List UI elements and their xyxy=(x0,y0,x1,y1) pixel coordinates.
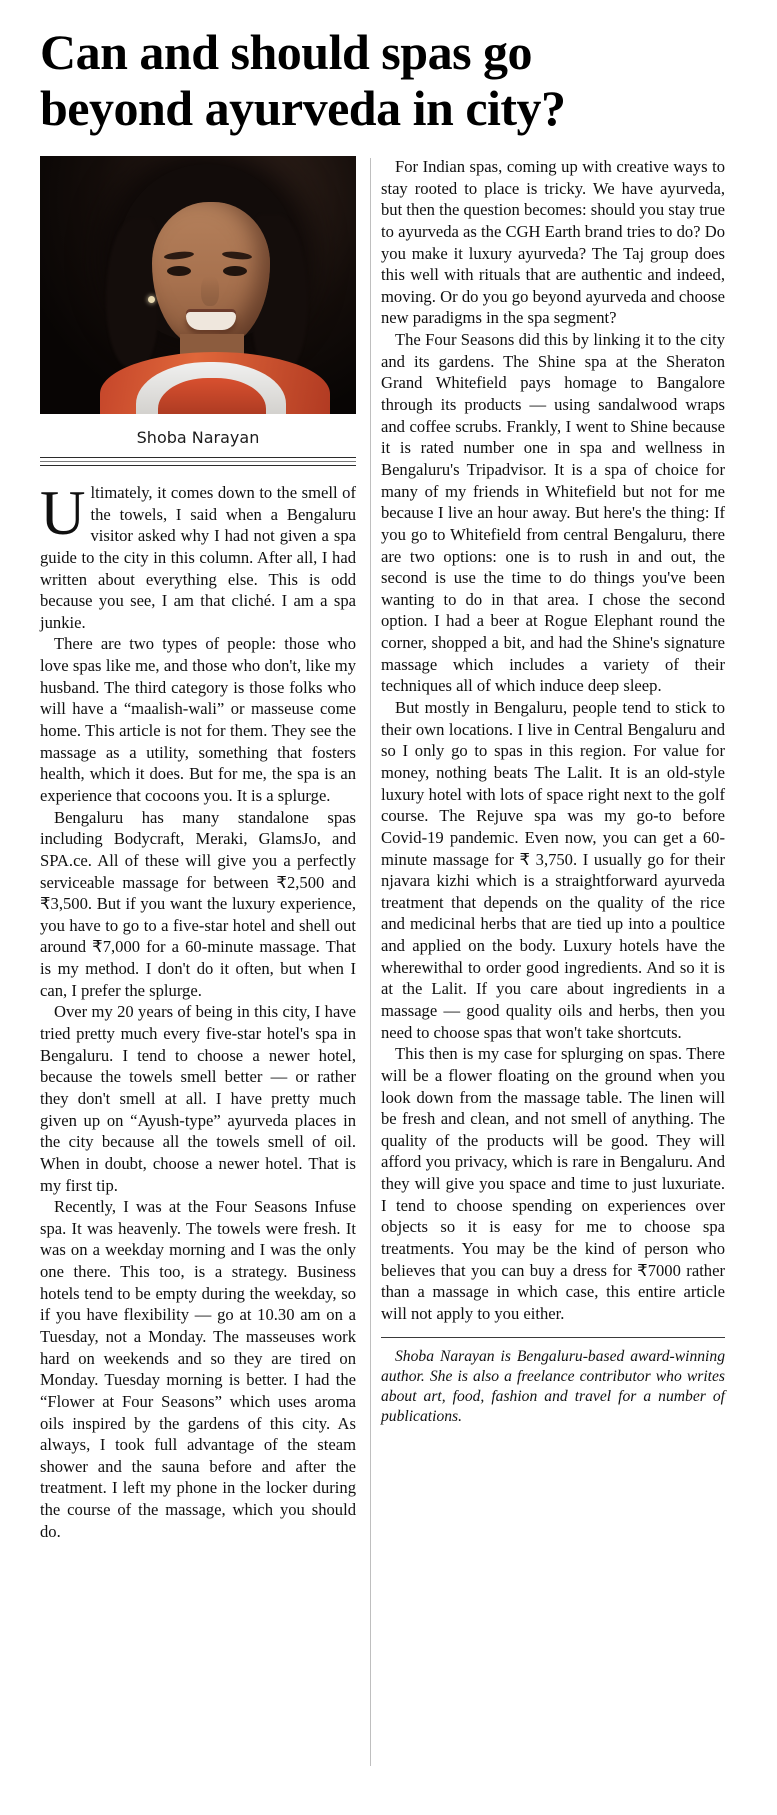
paragraph: For Indian spas, coming up with creative ways to stay rooted to place is tricky. We have ayurveda, but then the question becomes: should you stay true to ayurveda as the CGH Earth brand tries to do? Do you make it luxury ayurveda? The Taj group does this well with rituals that are authentic and indeed, moving. Or do you go beyond ayurveda and choose new paradigms in the spa segment? xyxy=(381,157,725,328)
paragraph: Over my 20 years of being in this city, I have tried pretty much every five-star hotel's spa in Bengaluru. I tend to choose a newer hotel, because the towels smell better — or rather they don't smell at all. I have pretty much given up on “Ayush-type” ayurveda places in the city because all the towels smell of oil. When in doubt, choose a newer hotel. That is my first tip. xyxy=(40,1002,356,1195)
right-column xyxy=(381,156,725,1766)
paragraph: But mostly in Bengaluru, people tend to stick to their own locations. I live in Central Bengaluru and so I only go to spas in this region. For value for money, nothing beats The Lalit. It is an old-style luxury hotel with lots of space right next to the golf course. The Rejuve spa was my go-to before Covid-19 pandemic. Even now, you can get a 60-minute massage for ₹ 3,750. I usually go for their njavara kizhi which is a straightforward ayurveda treatment that depends on the quality of the rice and medicinal herbs that are tied up into a poultice and applied on the body. Luxury hotels have the wherewithal to order good ingredients. And so it is at the Lalit. If you care about ingredients in a massage — good quality oils and herbs, then you need to choose spas that won't take shortcuts. xyxy=(381,698,725,1042)
paragraph-lead-text: ltimately, it comes down to the smell of the towels, I said when a Bengaluru visitor asked why I had not given a spa guide to the city in this column. After all, I had written about everything else. This is odd because you see, I am that cliché. I am a spa junkie. xyxy=(40,483,356,632)
divider-line-1 xyxy=(40,457,356,458)
portrait-hair-left xyxy=(106,218,158,368)
left-column xyxy=(40,156,370,1766)
portrait-nose xyxy=(201,276,219,306)
paragraph: This then is my case for splurging on spas. There will be a flower floating on the ground when you look down from the massage table. The linen will be fresh and clean, and not smell of anything. The quality of the products will be good. They will afford you privacy, which is rare in Bengaluru. And they will give you space and time to just luxuriate. I tend to choose spending on experiences over objects so it is easy for me to choose spa treatments. You may be the kind of person who believes that you can buy a dress for ₹7000 rather than a massage in which case, this entire article will not apply to you either. xyxy=(381,1044,725,1323)
portrait-eye-right xyxy=(223,266,247,276)
divider-line-2 xyxy=(40,461,356,462)
headline-line-1: Can and should spas go xyxy=(40,24,533,80)
portrait-earring xyxy=(148,296,155,303)
paragraph-lead xyxy=(40,478,356,633)
paragraph: The Four Seasons did this by linking it to the city and its gardens. The Shine spa at the Sheraton Grand Whitefield pays homage to Bangalore through its products — using sandalwood wraps and coffee scrubs. Frankly, I went to Shine because it is rated number one in spa and wellness in Bengaluru's Tripadvisor. It is a spa of choice for many of my friends in Whitefield but not for me because I live an hour away. But here's the thing: If you go to Whitefield from central Bengaluru, there are two options: one is to rush in and out, the second is use the time to do things you've been wanting to do in that area. I chose the second option. I had a beer at Rogue Elephant round the corner, shopped a bit, and had the Shine's signature massage which includes a variety of their techniques all of which induce deep sleep. xyxy=(381,330,725,696)
bio-divider xyxy=(381,1337,725,1338)
article-body xyxy=(40,156,737,1766)
drop-cap: U xyxy=(40,478,86,548)
left-column-text xyxy=(40,478,356,1542)
author-byline: Shoba Narayan xyxy=(136,428,260,447)
column-divider xyxy=(370,158,371,1766)
portrait-mouth xyxy=(186,312,236,330)
author-bio: Shoba Narayan is Bengaluru-based award-winning author. She is also a freelance contributor who writes about art, food, fashion and travel for a number of publications. xyxy=(381,1347,725,1426)
portrait-eye-left xyxy=(167,266,191,276)
headline-line-2: beyond ayurveda in city? xyxy=(40,80,566,136)
byline-divider xyxy=(40,457,356,466)
paragraph: Recently, I was at the Four Seasons Infuse spa. It was heavenly. The towels were fresh. It was on a weekday morning and I was the only one there. This too, is a strategy. Business hotels tend to be empty during the weekday, so if you have flexibility — go at 10.30 am on a Tuesday, not a Monday. The masseuses work hard on weekends and so they are tired on Monday. Tuesday morning is better. I had the “Flower at Four Seasons” which uses aroma oils inspired by the gardens of this city. As always, I took full advantage of the steam shower and the sauna before and after the treatment. I left my phone in the locker during the course of the massage, which you should do. xyxy=(40,1197,356,1541)
paragraph: There are two types of people: those who love spas like me, and those who don't, like my husband. The third category is those folks who will have a “maalish-wali” or masseuse come home. This article is not for them. They see the massage as a utility, something that fosters health, which it does. But for me, the spa is an experience that cocoons you. It is a splurge. xyxy=(40,634,356,805)
divider-line-3 xyxy=(40,465,356,466)
right-column-text xyxy=(381,156,725,1325)
page-title xyxy=(40,24,737,136)
paragraph: Bengaluru has many standalone spas including Bodycraft, Meraki, GlamsJo, and SPA.ce. All of these will give you a perfectly serviceable massage for between ₹2,500 and ₹3,500. But if you want the luxury experience, you have to go to a five-star hotel and shell out around ₹7,000 for a 60-minute massage. That is my method. I don't do it often, but when I can, I prefer the splurge. xyxy=(40,807,356,1000)
author-portrait-image xyxy=(40,156,356,414)
